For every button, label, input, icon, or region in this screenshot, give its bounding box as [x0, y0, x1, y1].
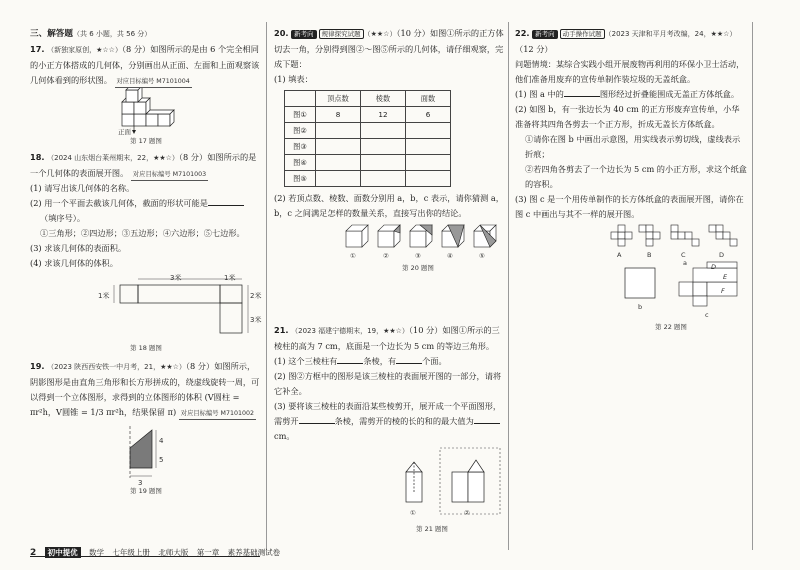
table-cell[interactable]: [316, 139, 361, 155]
question-number: 18.: [30, 152, 45, 162]
question-number: 19.: [30, 361, 45, 371]
question-text: 问题情境：某综合实践小组开展废物再利用的环保小卫士活动，他们准备用废弃的宣传单制作装垃圾的无盖纸盒。: [515, 59, 745, 84]
question-type-tag: 动手操作试题: [560, 29, 605, 39]
part-1: (1) 请写出该几何体的名称。: [30, 183, 135, 193]
part-2-ii: ②若四角各剪去了一个边长为 5 cm 的小正方形，求这个纸盒的容积。: [525, 164, 747, 189]
cube-cut-figure: [274, 221, 504, 261]
answer-blank[interactable]: [208, 196, 244, 206]
part-1: (1) 这个三棱柱有 条棱，有 个面。: [274, 356, 447, 366]
question-points: （12 分）: [515, 44, 553, 54]
new-direction-tag: 新考向: [532, 30, 558, 39]
answer-blank[interactable]: [564, 87, 600, 97]
part-2: (2) 用一个平面去截该几何体，截面的形状可能是: [30, 196, 262, 211]
table-cell[interactable]: [406, 123, 451, 139]
question-19: [30, 359, 262, 420]
column-right: [515, 26, 747, 362]
answer-blank[interactable]: [337, 354, 363, 364]
row-label: 图④: [285, 155, 316, 171]
row-label: 图⑤: [285, 171, 316, 187]
table-row: [285, 107, 451, 123]
page-footer: [30, 547, 280, 558]
question-18: [30, 150, 262, 271]
part-2: (2) 图②方框中的图形是该三棱柱的表面展开图的一部分，请将它补全。: [274, 371, 502, 396]
table-header: 面数: [406, 91, 451, 107]
part-1: (1) 填表：: [274, 74, 313, 84]
table-cell[interactable]: 6: [406, 107, 451, 123]
figure-label: ③: [415, 252, 421, 260]
dim-label: 3: [138, 479, 143, 487]
table-cell[interactable]: [361, 171, 406, 187]
figure-label: ②: [464, 509, 470, 517]
row-label: 图③: [285, 139, 316, 155]
brand-label: 初中提优: [45, 547, 81, 558]
figure-22: [515, 222, 747, 362]
figure-caption: 第 20 题图: [402, 264, 434, 272]
option-label: C: [681, 251, 686, 259]
table-row: [285, 155, 451, 171]
cube-stack-figure: [30, 88, 262, 134]
dim-label: 4: [159, 437, 164, 445]
figure-caption: 第 18 题图: [130, 344, 162, 352]
table-cell[interactable]: [361, 123, 406, 139]
table-row: [285, 171, 451, 187]
part-2: (2) 若顶点数、棱数、面数分别用 a，b，c 表示，请你猜测 a，b，c 之间满足怎样的数量关系，直接写出你的结论。: [274, 193, 504, 218]
table-cell[interactable]: 12: [361, 107, 406, 123]
chapter-label: 第一章: [196, 548, 220, 557]
figure-caption: 第 21 题图: [416, 525, 448, 533]
option-label: D: [719, 251, 725, 259]
part-2-note: （填序号）。: [40, 213, 86, 223]
column-left: [30, 26, 262, 494]
question-source: （2023 陕西西安铁一中月考，21，★★☆）: [47, 363, 186, 371]
subfigure-label: b: [638, 303, 643, 311]
row-label: 图②: [285, 123, 316, 139]
question-points: （8 分）: [178, 152, 208, 162]
dim-label: 5: [159, 456, 164, 464]
figure-caption: 第 22 题图: [655, 323, 687, 331]
dim-label: 3米: [250, 316, 262, 324]
question-text: 如图①所示的三棱柱的高为 7 cm，底面是一个边长为 5 cm 的等边三角形。: [274, 325, 500, 351]
question-type-tag: 规律探究试题: [319, 29, 364, 39]
question-number: 17.: [30, 44, 45, 54]
question-rating: （★★☆）: [363, 30, 397, 38]
question-20: [274, 26, 504, 87]
part-2-i: ①请你在图 b 中画出示意图，用实线表示剪切线，虚线表示折痕；: [525, 134, 741, 159]
subject-label: 数学: [89, 548, 105, 557]
grade-label: 七年级上册: [112, 548, 150, 557]
figure-label: ④: [447, 252, 453, 260]
part-2: (2) 如图 b，有一张边长为 40 cm 的正方形废弃宣传单，小华准备将其四角各剪去一个正方形，折成无盖长方体纸盒。: [515, 104, 740, 129]
option-label: A: [617, 251, 622, 259]
section-title: 三、解答题: [30, 29, 73, 39]
row-label: 图①: [285, 107, 316, 123]
question-points: （8 分）: [185, 361, 215, 371]
figure-caption: 第 17 题图: [130, 137, 162, 145]
table-cell[interactable]: [361, 155, 406, 171]
target-code: 对应目标编号 M7101003: [131, 170, 208, 181]
question-17: [30, 42, 262, 88]
table-cell[interactable]: [406, 171, 451, 187]
part-4: (4) 求该几何体的体积。: [30, 258, 118, 268]
figure-label: ①: [350, 252, 356, 260]
figure-label: ①: [410, 509, 416, 517]
face-label: E: [723, 273, 728, 281]
page-number: 2: [30, 548, 37, 558]
subfigure-label: a: [683, 259, 687, 267]
target-code: 对应目标编号 M7101002: [179, 409, 256, 420]
column-divider: [266, 22, 267, 550]
part-3: (3) 求该几何体的表面积。: [30, 243, 127, 253]
question-text: 如图所示的是由 6 个完全相同的小正方体搭成的几何体，分别画出从正面、左面和上面观察该几何体看到的形状图。: [30, 44, 260, 85]
question-source: （2024 山东烟台莱州期末，22，★★☆）: [47, 154, 179, 162]
table-cell[interactable]: 8: [316, 107, 361, 123]
column-divider: [508, 22, 509, 550]
part-2-options: ①三角形；②四边形；③五边形；④六边形；⑤七边形。: [40, 228, 245, 238]
figure-19: [30, 420, 262, 494]
table-header: 棱数: [361, 91, 406, 107]
table-cell[interactable]: [361, 139, 406, 155]
question-text: 如图①所示的正方体切去一角，分别得到图②～图⑤所示的几何体，请仔细观察，完成下题：: [274, 28, 504, 69]
new-direction-tag: 新考向: [291, 30, 317, 39]
face-label: F: [721, 287, 725, 295]
question-number: 20.: [274, 28, 289, 38]
figure-caption: 第 19 题图: [130, 487, 162, 495]
part-1: (1) 图 a 中的 图形经过折叠能围成无盖正方体纸盒。: [515, 89, 740, 99]
part-3: (3) 要将该三棱柱的表面沿某些棱剪开，展开成一个平面图形，需剪开 条棱，需剪开的棱的长的和的最大值为cm。: [274, 401, 502, 441]
table-cell[interactable]: [316, 171, 361, 187]
figure-18: [30, 271, 262, 359]
answer-blank[interactable]: [299, 414, 335, 424]
table-cell[interactable]: [406, 139, 451, 155]
dim-label: 3米: [170, 274, 182, 282]
shaded-figure: [30, 420, 262, 484]
subfigure-label: c: [705, 311, 709, 319]
nets-figure: [515, 222, 747, 350]
part-3: (3) 图 c 是一个用传单制作的长方体纸盒的表面展开图，请你在图 c 中画出与其不一样的展开图。: [515, 194, 744, 219]
table-cell[interactable]: [316, 123, 361, 139]
fill-table: [284, 90, 451, 187]
figure-20: [274, 221, 504, 271]
question-number: 22.: [515, 28, 530, 38]
question-points: （10 分）: [408, 325, 443, 335]
table-header: 顶点数: [316, 91, 361, 107]
column-divider: [752, 22, 753, 550]
question-source: （2023 福建宁德期末，19，★★☆）: [291, 327, 409, 335]
answer-blank[interactable]: [396, 354, 422, 364]
question-points: （10 分）: [396, 28, 430, 38]
answer-blank[interactable]: [474, 414, 500, 424]
formula: = 1/3 πr²h，结果保留 π): [80, 407, 177, 417]
question-number: 21.: [274, 325, 289, 335]
question-text: 如图所示，阴影图形是由直角三角形和长方形拼成的，绕虚线旋转一周，可以得到一个立体图形，求得到的立体图形的体积: [30, 361, 260, 402]
table-header: [285, 91, 316, 107]
table-row: [285, 139, 451, 155]
edition-label: 北师大版: [158, 548, 189, 557]
figure-21: [274, 444, 504, 534]
section-header: [30, 26, 262, 42]
test-title: 素养基础测试卷: [227, 548, 281, 557]
question-22: [515, 26, 747, 222]
dim-label: 1米: [224, 274, 236, 282]
option-label: B: [647, 251, 652, 259]
dim-label: 1米: [98, 292, 110, 300]
column-middle: [274, 26, 504, 534]
table-cell[interactable]: [316, 155, 361, 171]
question-points: （8 分）: [121, 44, 151, 54]
figure-label: ②: [383, 252, 389, 260]
table-row: [285, 123, 451, 139]
dim-label: 2米: [250, 292, 262, 300]
figure-17: [30, 88, 262, 144]
target-code: 对应目标编号 M7101004: [115, 77, 192, 88]
section-note: （共 6 小题，共 56 分）: [72, 30, 152, 38]
table-cell[interactable]: [406, 155, 451, 171]
formula: (V圆柱 = πr²h，V圆锥: [30, 392, 240, 417]
question-source: （2023 天津和平月考改编，24，★★☆）: [604, 30, 737, 38]
face-label: D: [711, 263, 717, 271]
front-label: 正面: [118, 128, 131, 136]
question-text: 如图所示的是一个几何体的表面展开图。: [30, 152, 257, 178]
question-21: [274, 323, 504, 444]
figure-label: ⑤: [479, 252, 485, 260]
question-source: （新独家原创，★☆☆）: [47, 46, 122, 54]
